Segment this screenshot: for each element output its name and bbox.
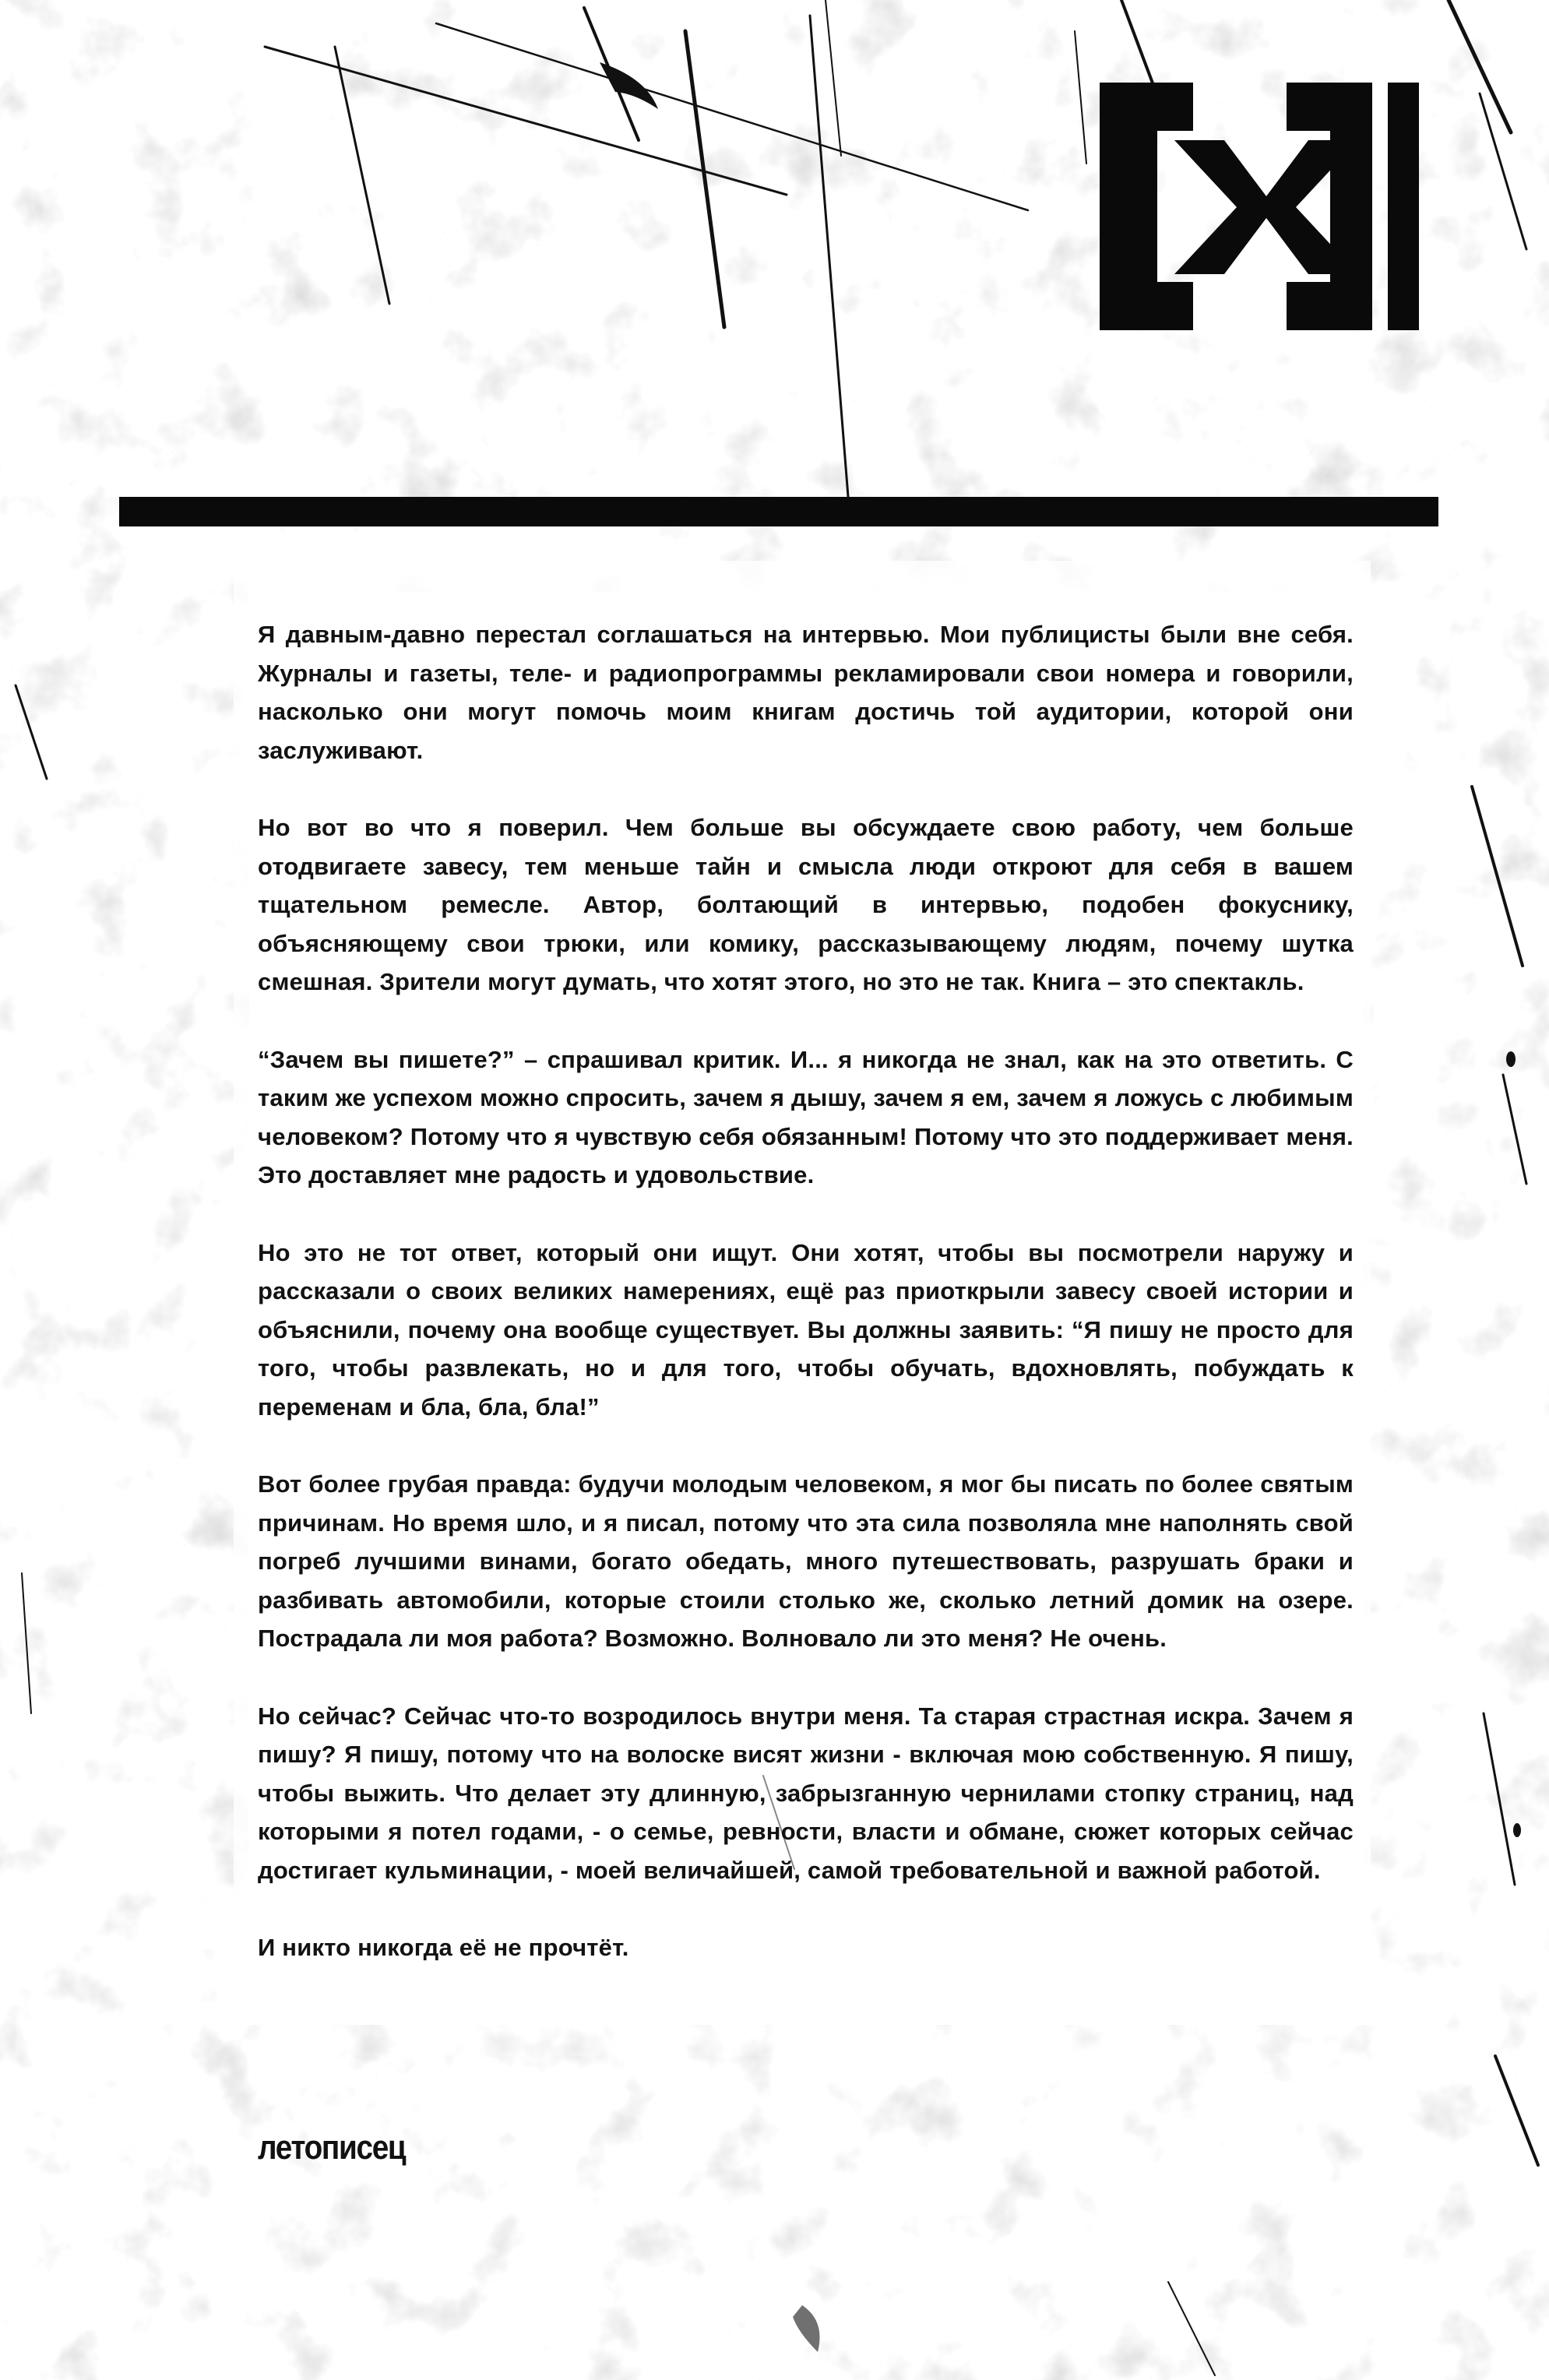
paragraph-5: Вот более грубая правда: будучи молодым человеком, я мог бы писать по более святым причинам. Но время шло, и я писал, потому что эта сила позволяла мне наполнять свой погреб лучшими винами, богато обедать, много путешествовать, разрушать браки и разбивать автомобили, которые стоили столько же, сколько летний домик на озере. Пострадала ли моя работа? Возможно. Волновало ли это меня? Не очень. [258,1470,1354,1652]
bracketed-x-logo [1100,83,1419,330]
paragraph-3: “Зачем вы пишете?” – спрашивал критик. И... я никогда не знал, как на это ответить. С таким же успехом можно спросить, зачем я дышу, зачем я ем, зачем я ложусь с любимым человеком? Потому что я чувствую себя обязанным! Потому что это поддерживает меня. Это доставляет мне радость и удовольствие. [258,1045,1354,1188]
bracketed-x-logo-icon [1100,83,1419,330]
paragraph-4: Но это не тот ответ, который они ищут. Они хотят, чтобы вы посмотрели наружу и рассказали о своих великих намерениях, ещё раз приоткрыли завесу своей истории и объяснили, почему она вообще существует. Вы должны заявить: “Я пишу не просто для того, чтобы развлекать, но и для того, чтобы обучать, вдохновлять, побуждать к переменам и бла, бла, бла!” [258,1238,1354,1421]
header-divider-bar [119,497,1438,526]
paragraph-1: Я давным-давно перестал соглашаться на интервью. Мои публицисты были вне себя. Журналы и газеты, теле- и радиопрограммы рекламировали свои номера и говорили, насколько они могут помочь моим книгам достичь той аудитории, которой они заслуживают. [258,621,1354,764]
article-body [258,615,1354,2006]
paragraph-7: И никто никогда её не прочтёт. [258,1934,629,1961]
signature: летописец [258,2128,406,2167]
paragraph-2: Но вот во что я поверил. Чем больше вы обсуждаете свою работу, чем больше отодвигаете завесу, тем меньше тайн и смысла люди откроют для себя в вашем тщательном ремесле. Автор, болтающий в интервью, подобен фокуснику, объясняющему свои трюки, или комику, рассказывающему людям, почему шутка смешная. Зрители могут думать, что хотят этого, но это не так. Книга – это спектакль. [258,814,1354,995]
paragraph-6: Но сейчас? Сейчас что-то возродилось внутри меня. Та старая страстная искра. Зачем я пишу? Я пишу, потому что на волоске висят жизни - включая мою собственную. Я пишу, чтобы выжить. Что делает эту длинную, забрызганную чернилами стопку страниц, над которыми я потел годами, - о семье, ревности, власти и обмане, сюжет которых сейчас достигает кульминации, - моей величайшей, самой требовательной и важной работой. [258,1702,1354,1884]
